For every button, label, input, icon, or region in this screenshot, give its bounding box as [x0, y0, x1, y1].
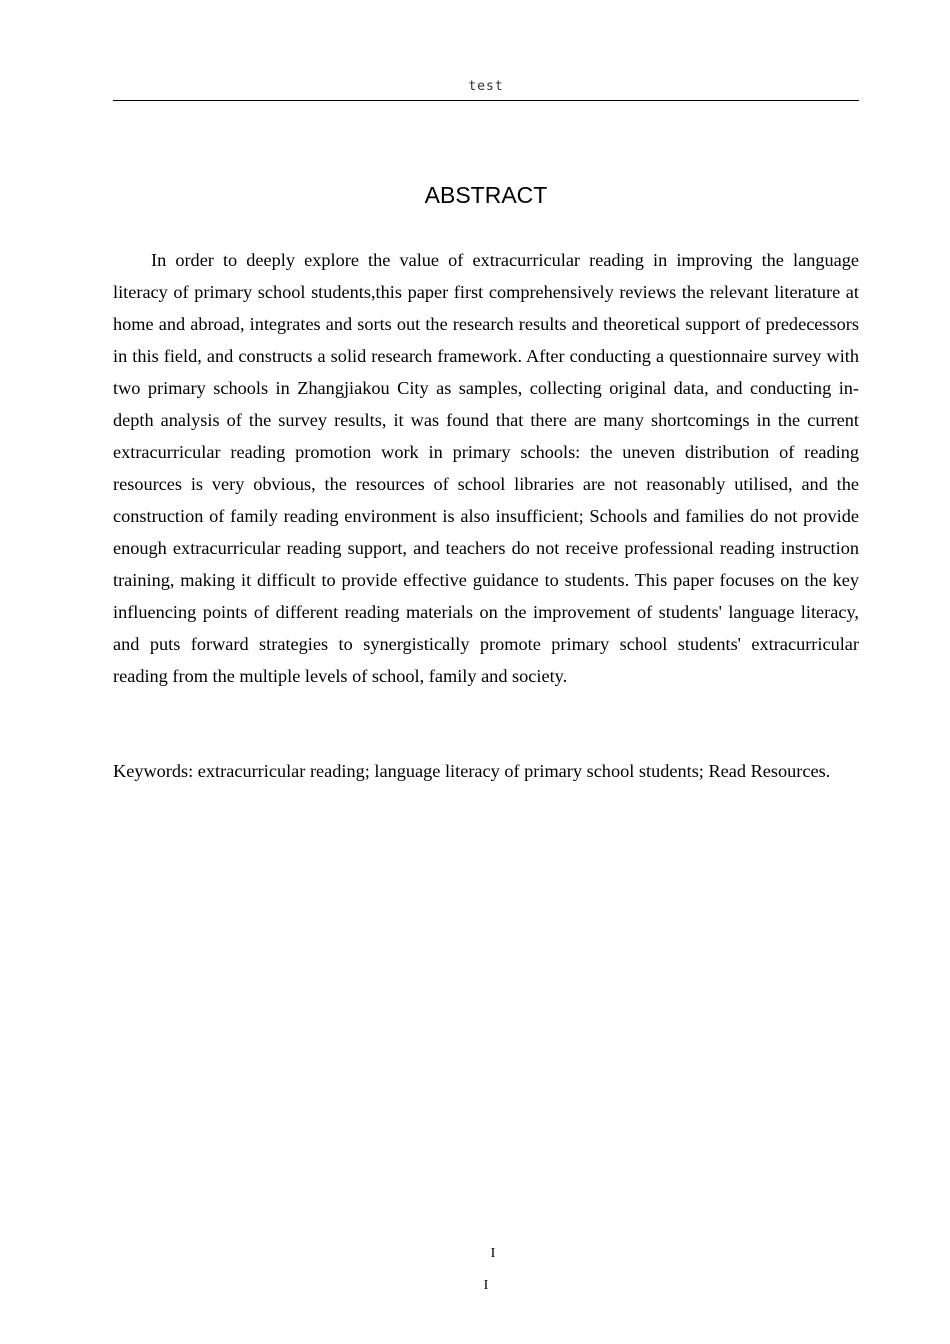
running-header: test — [468, 79, 504, 94]
page-number-footer: I — [483, 1278, 489, 1293]
page-number: I — [490, 1246, 496, 1261]
abstract-title: ABSTRACT — [424, 182, 548, 208]
header-divider — [113, 100, 859, 101]
abstract-body: In order to deeply explore the value of extracurricular reading in improving the language literacy of primary school students,this paper first comprehensively reviews the relevant literature at home and abroad, integrates and sorts out the research results and theoretical support of predecessors in this field, and constructs a solid research framework. After conducting a questionnaire survey with two primary schools in Zhangjiakou City as samples, collecting original data, and conducting in-depth analysis of the survey results, it was found that there are many shortcomings in the current extracurricular reading promotion work in primary schools: the uneven distribution of reading resources is very obvious, the resources of school libraries are not reasonably utilised, and the construction of family reading environment is also insufficient; Schools and families do not provide enough extracurricular reading support, and teachers do not receive professional reading instruction training, making it difficult to provide effective guidance to students. This paper focuses on the key influencing points of different reading materials on the improvement of students' language literacy, and puts forward strategies to synergistically promote primary school students' extracurricular reading from the multiple levels of school, family and society. — [113, 250, 859, 686]
abstract-keywords: Keywords: extracurricular reading; language literacy of primary school students; Read Resources. — [113, 761, 831, 781]
